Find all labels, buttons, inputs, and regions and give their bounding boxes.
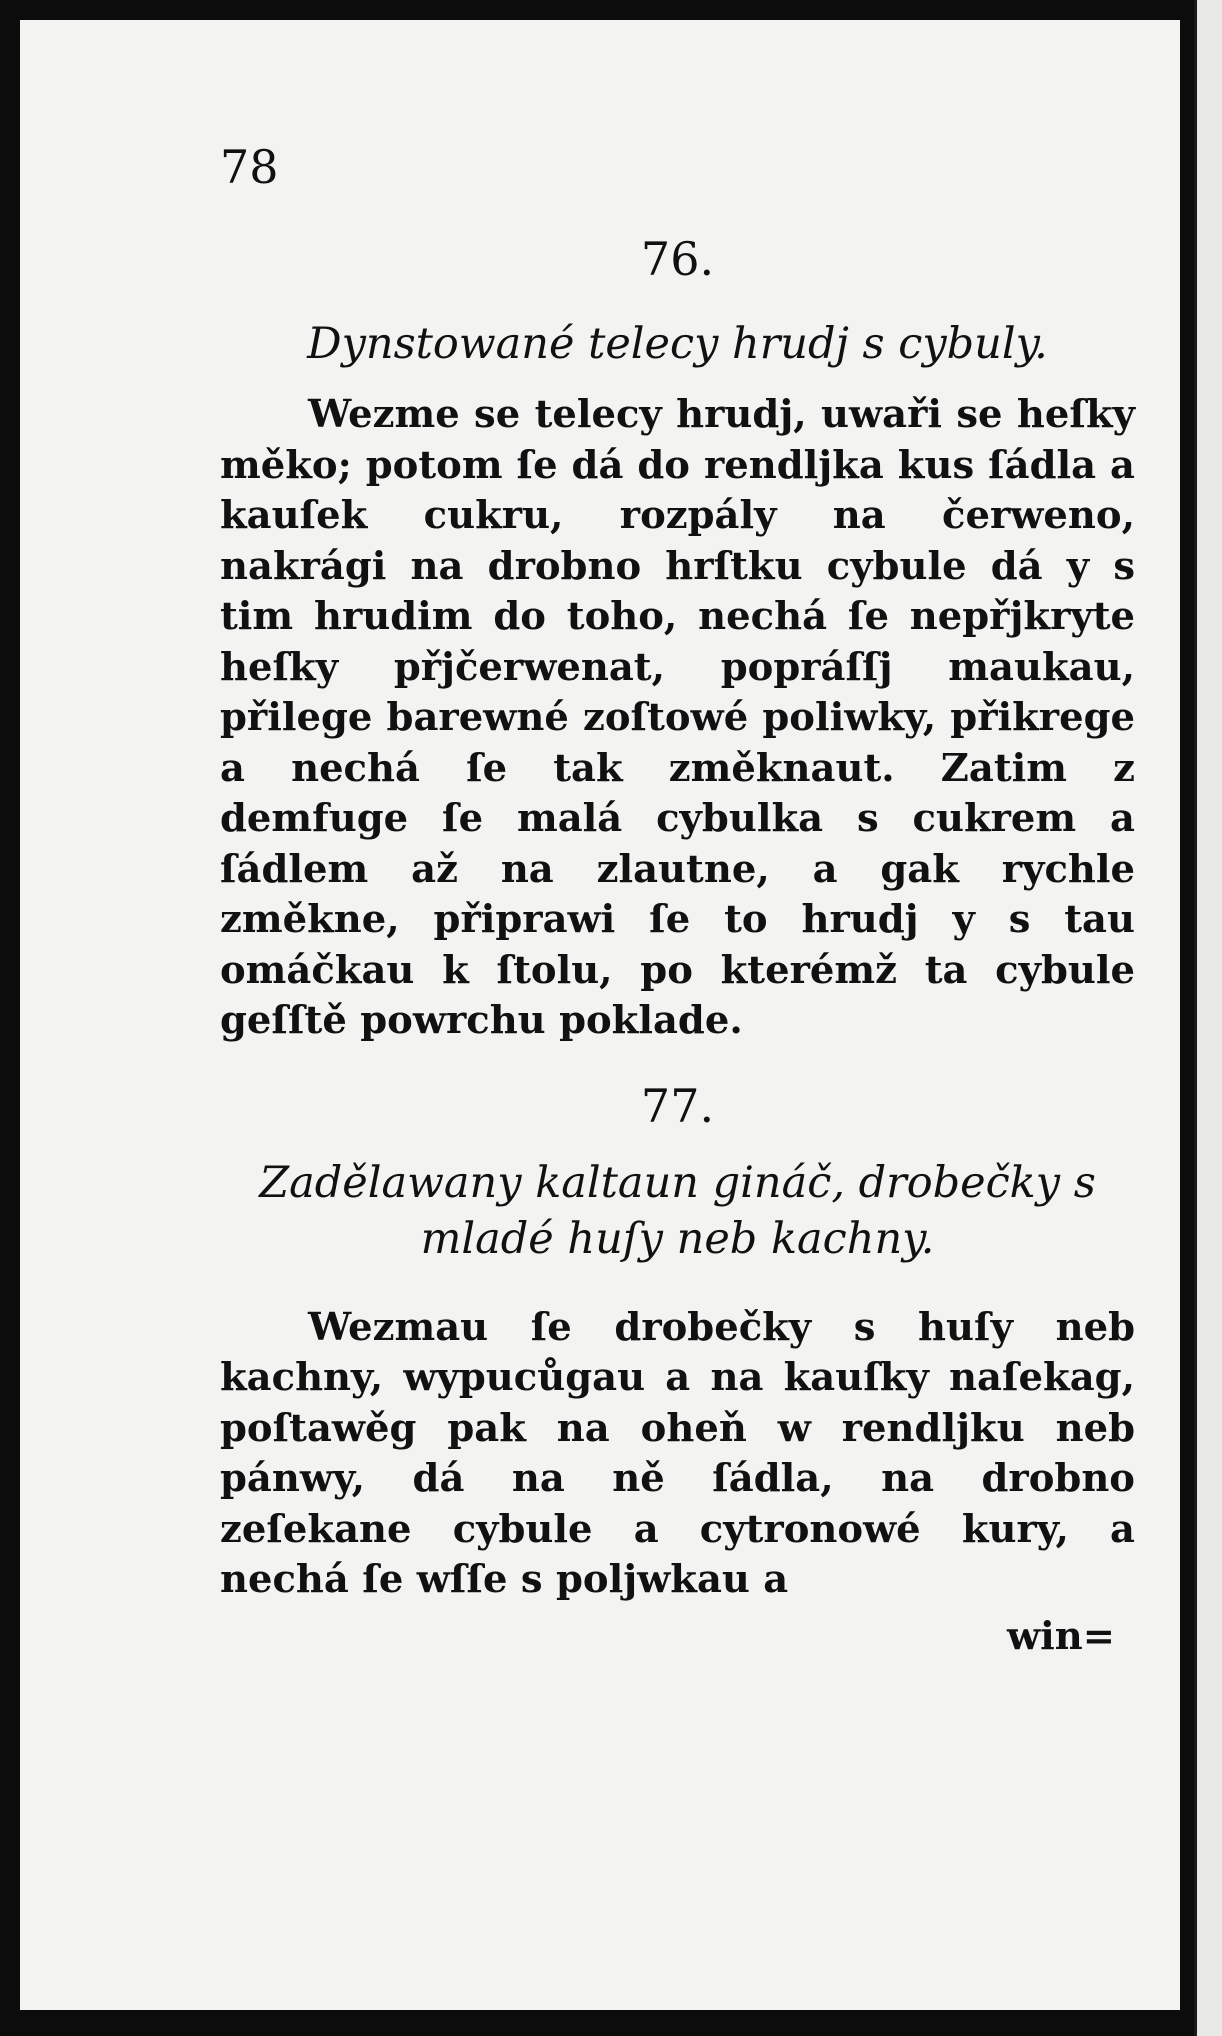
recipe-text: Wezme se telecy hrudj, uwaři se heſky měko; potom ſe dá do rendljka kus ſádla a kauſek cukru, rozpály na čerweno, nakrági na drobno hrſtku cybule dá y s tim hrudim do toho, nechá ſe nepřjkryte heſky přjčerwenat, popráſſj maukau, přilege barewné zoſtowé poliwky, přikrege a nechá ſe tak změknaut. Zatim z demfuge ſe malá cybulka s cukrem a ſádlem až na zlautne, a gak rychle změkne, připrawi ſe to hrudj y s tau omáčkau k ſtolu, po kterémž ta cybule geſſtě powrchu poklade. xyxy=(220,392,1135,1043)
recipe-number: 76. xyxy=(640,232,715,286)
recipe-text: Wezmau ſe drobečky s huſy neb kachny, wypucůgau a na kauſky naſekag, poſtawěg pak na oheň w rendljku neb pánwy, dá na ně ſádla, na drobno zeſekane cybule a cytronowé kury, a nechá ſe wſſe s poljwkau a xyxy=(220,1304,1135,1602)
recipe-title: Zadělawany kaltaun gináč, drobečky s mladé huſy neb kachny. xyxy=(259,1157,1096,1264)
page-content xyxy=(220,140,1135,1659)
recipe-number: 77. xyxy=(640,1078,715,1133)
catchword: win= xyxy=(1006,1613,1115,1659)
recipe-section xyxy=(220,1079,1135,1606)
recipe-section xyxy=(220,232,1135,1047)
page-number: 78 xyxy=(220,140,279,194)
facing-page-edge xyxy=(1194,0,1222,2036)
recipe-title: Dynstowané telecy hrudj s cybuly. xyxy=(307,319,1048,369)
